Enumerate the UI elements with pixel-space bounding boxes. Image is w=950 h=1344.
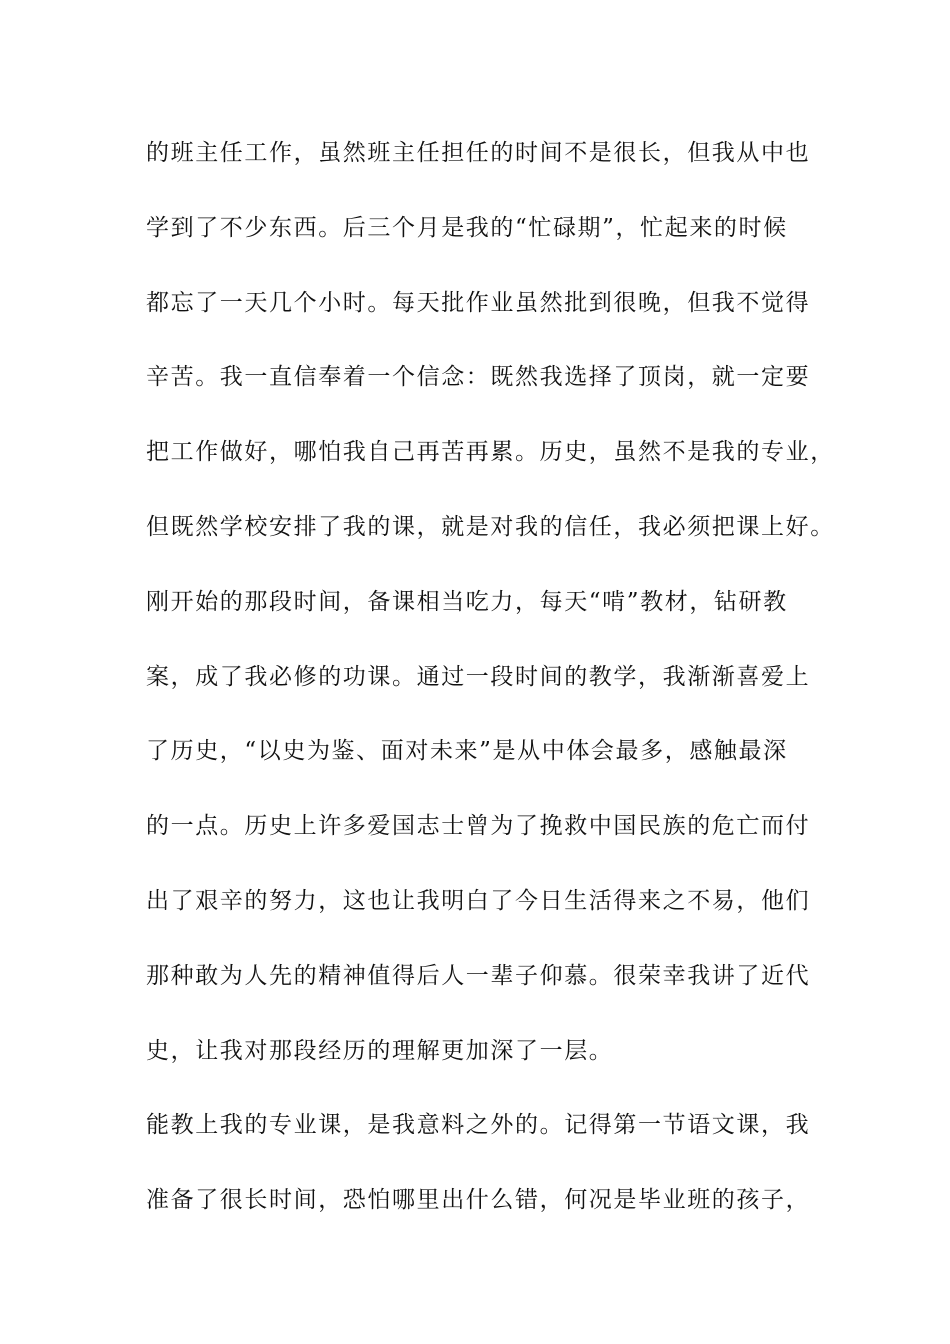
text-line: 但既然学校安排了我的课，就是对我的信任，我必须把课上好。 <box>146 513 835 540</box>
text-line: 刚开始的那段时间，备课相当吃力，每天“啃”教材，钻研教 <box>146 588 788 615</box>
text-line: 史，让我对那段经历的理解更加深了一层。 <box>146 1037 614 1064</box>
text-line: 把工作做好，哪怕我自己再苦再累。历史，虽然不是我的专业， <box>146 439 835 466</box>
body-text <box>146 128 836 1250</box>
text-line: 了历史，“以史为鉴、面对未来”是从中体会最多，感触最深 <box>146 738 788 765</box>
text-line: 案，成了我必修的功课。通过一段时间的教学，我渐渐喜爱上 <box>146 663 811 690</box>
text-line: 的一点。历史上许多爱国志士曾为了挽救中国民族的危亡而付 <box>146 813 811 840</box>
text-line: 辛苦。我一直信奉着一个信念：既然我选择了顶岗，就一定要 <box>146 364 811 391</box>
text-line: 都忘了一天几个小时。每天批作业虽然批到很晚，但我不觉得 <box>146 289 811 316</box>
text-line: 的班主任工作，虽然班主任担任的时间不是很长，但我从中也 <box>146 140 811 166</box>
text-line: 出了艰辛的努力，这也让我明白了今日生活得来之不易，他们 <box>146 887 811 914</box>
text-line: 学到了不少东西。后三个月是我的“忙碌期”，忙起来的时候 <box>146 214 788 241</box>
text-line: 那种敢为人先的精神值得后人一辈子仰慕。很荣幸我讲了近代 <box>146 962 811 989</box>
text-line: 准备了很长时间，恐怕哪里出什么错，何况是毕业班的孩子， <box>146 1187 811 1214</box>
text-line: 能教上我的专业课，是我意料之外的。记得第一节语文课，我 <box>146 1112 811 1139</box>
